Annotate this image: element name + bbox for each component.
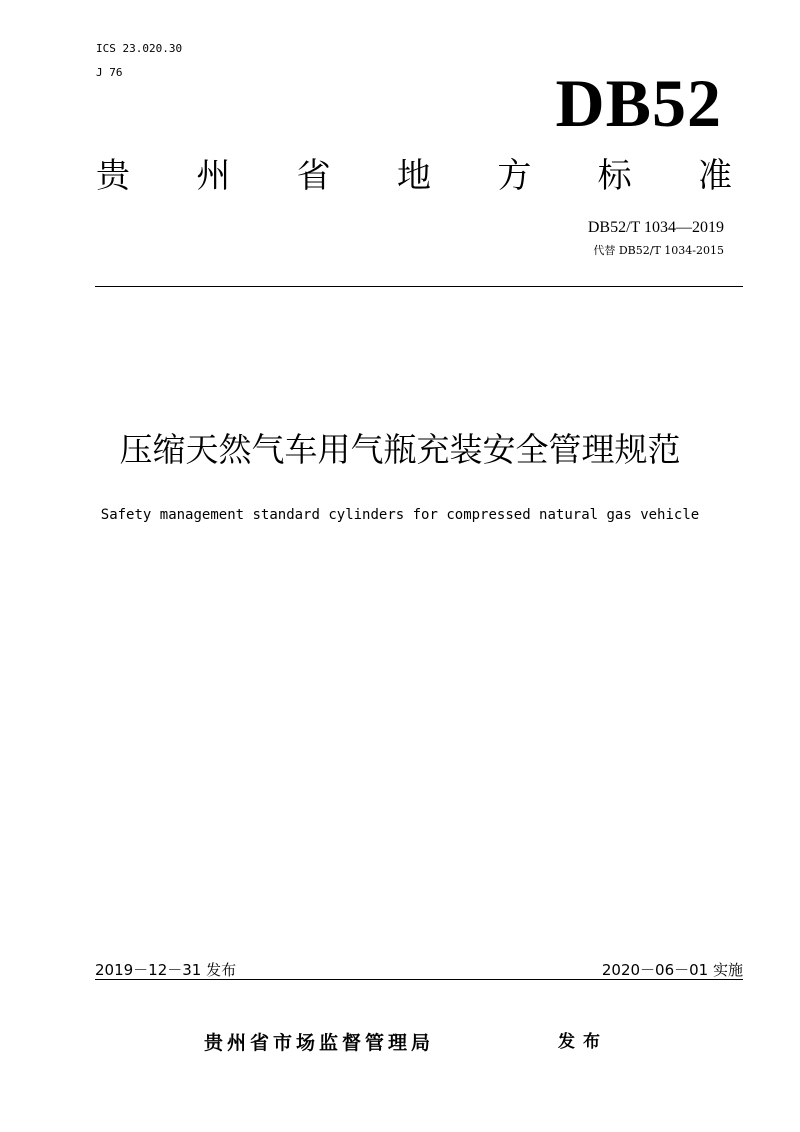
standard-number: DB52/T 1034—2019 bbox=[587, 219, 724, 236]
document-title-english: Safety management standard cylinders for compressed natural gas vehicle bbox=[100, 507, 700, 523]
standard-type-char: 地 bbox=[396, 156, 431, 196]
standard-type-char: 准 bbox=[697, 156, 732, 196]
replaces-note: 代替 DB52/T 1034-2015 bbox=[593, 244, 724, 257]
standard-logo: DB52 bbox=[555, 65, 722, 141]
standard-type-char: 标 bbox=[597, 156, 632, 196]
header-divider bbox=[95, 286, 743, 287]
standard-type-char: 州 bbox=[196, 156, 231, 196]
issue-label: 发布 bbox=[558, 1032, 608, 1052]
standard-type-char: 贵 bbox=[96, 156, 130, 196]
document-title-chinese: 压缩天然气车用气瓶充装安全管理规范 bbox=[119, 430, 681, 469]
standard-type-heading bbox=[96, 154, 732, 198]
standard-type-char: 方 bbox=[497, 156, 532, 196]
footer-divider bbox=[95, 979, 743, 980]
issuing-authority: 贵州省市场监督管理局 bbox=[204, 1032, 435, 1054]
ics-code: ICS 23.020.30 bbox=[96, 42, 183, 55]
standard-type-char: 省 bbox=[296, 156, 331, 196]
issue-date: 2019－12－31 发布 bbox=[95, 961, 237, 979]
implementation-date: 2020－06－01 实施 bbox=[601, 961, 743, 979]
ccs-code: J 76 bbox=[96, 66, 123, 79]
